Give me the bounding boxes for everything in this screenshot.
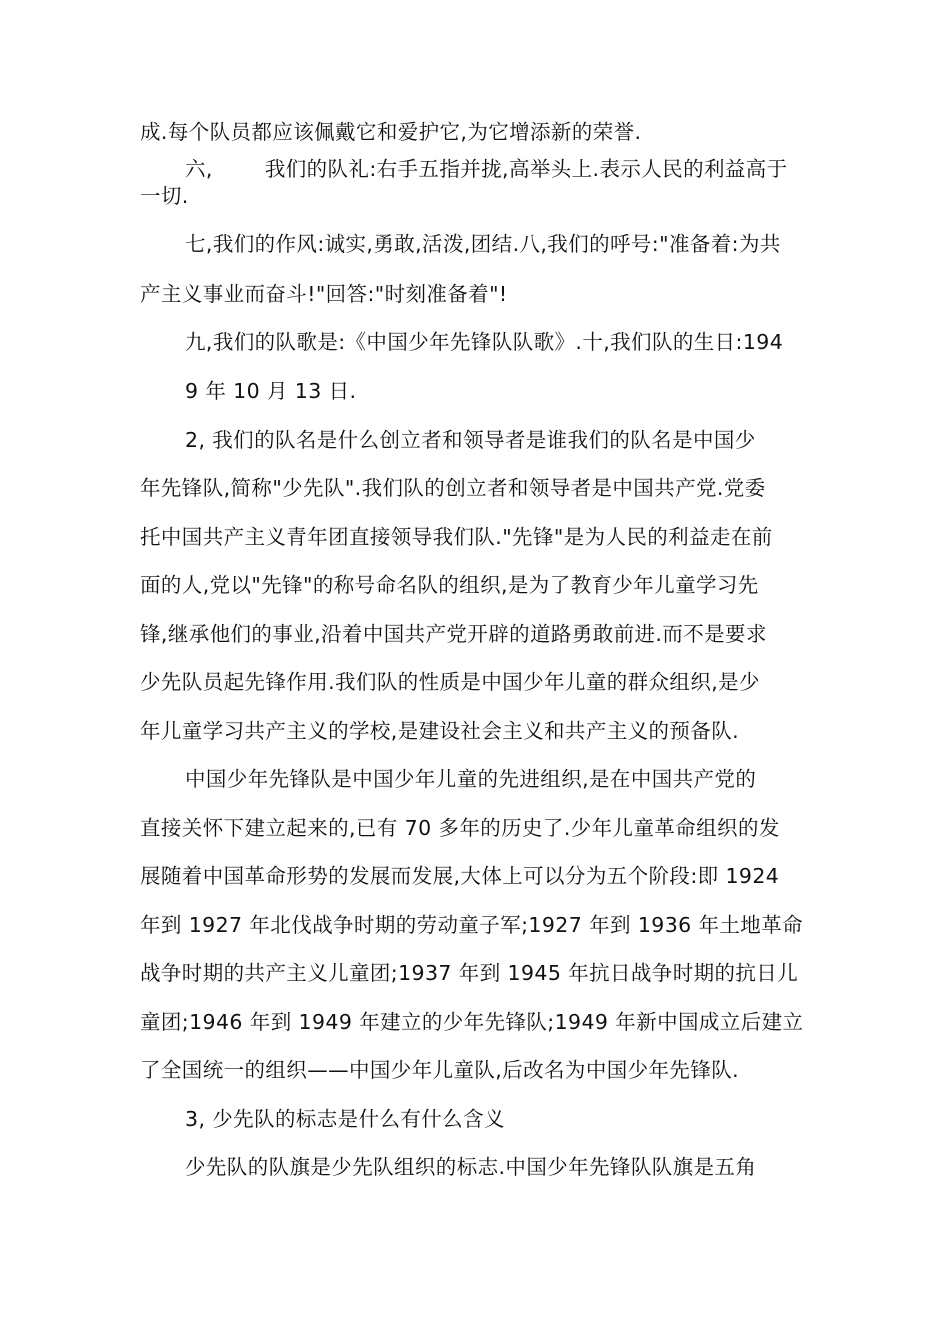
text-line: 少先队的队旗是少先队组织的标志.中国少年先锋队队旗是五角 <box>185 1155 757 1179</box>
text-line: 2, 我们的队名是什么创立者和领导者是谁我们的队名是中国少 <box>185 428 756 452</box>
text-line: 少先队员起先锋作用.我们队的性质是中国少年儿童的群众组织,是少 <box>140 670 760 694</box>
text-line <box>185 155 865 183</box>
text-line: 3, 少先队的标志是什么有什么含义 <box>185 1107 505 1131</box>
text-line: 展随着中国革命形势的发展而发展,大体上可以分为五个阶段:即 1924 <box>140 864 780 888</box>
text-line: 直接关怀下建立起来的,已有 70 多年的历史了.少年儿童革命组织的发 <box>140 816 780 840</box>
list-number: 六, <box>185 157 213 181</box>
text-line: 七,我们的作风:诚实,勇敢,活泼,团结.八,我们的呼号:"准备着:为共 <box>185 232 781 256</box>
text-line: 了全国统一的组织——中国少年儿童队,后改名为中国少年先锋队. <box>140 1058 740 1082</box>
text-line: 9 年 10 月 13 日. <box>185 379 357 403</box>
text-line: 九,我们的队歌是:《中国少年先锋队队歌》.十,我们队的生日:194 <box>185 330 784 354</box>
text-span: 我们的队礼:右手五指并拢,高举头上.表示人民的利益高于 <box>264 157 788 181</box>
text-line: 年儿童学习共产主义的学校,是建设社会主义和共产主义的预备队. <box>140 719 740 743</box>
text-line: 年先锋队,简称"少先队".我们队的创立者和领导者是中国共产党.党委 <box>140 476 766 500</box>
text-line: 托中国共产主义青年团直接领导我们队."先锋"是为人民的利益走在前 <box>140 525 773 549</box>
text-line: 年到 1927 年北伐战争时期的劳动童子军;1927 年到 1936 年土地革命 <box>140 913 803 937</box>
text-line: 锋,继承他们的事业,沿着中国共产党开辟的道路勇敢前进.而不是要求 <box>140 622 767 646</box>
text-line: 战争时期的共产主义儿童团;1937 年到 1945 年抗日战争时期的抗日儿 <box>140 961 799 985</box>
text-line: 面的人,党以"先锋"的称号命名队的组织,是为了教育少年儿童学习先 <box>140 573 759 597</box>
text-line: 产主义事业而奋斗!"回答:"时刻准备着"! <box>140 282 508 306</box>
text-line: 成.每个队员都应该佩戴它和爱护它,为它增添新的荣誉. <box>140 120 642 144</box>
text-line: 一切. <box>140 184 189 208</box>
text-line: 童团;1946 年到 1949 年建立的少年先锋队;1949 年新中国成立后建立 <box>140 1010 804 1034</box>
text-line: 中国少年先锋队是中国少年儿童的先进组织,是在中国共产党的 <box>185 767 757 791</box>
